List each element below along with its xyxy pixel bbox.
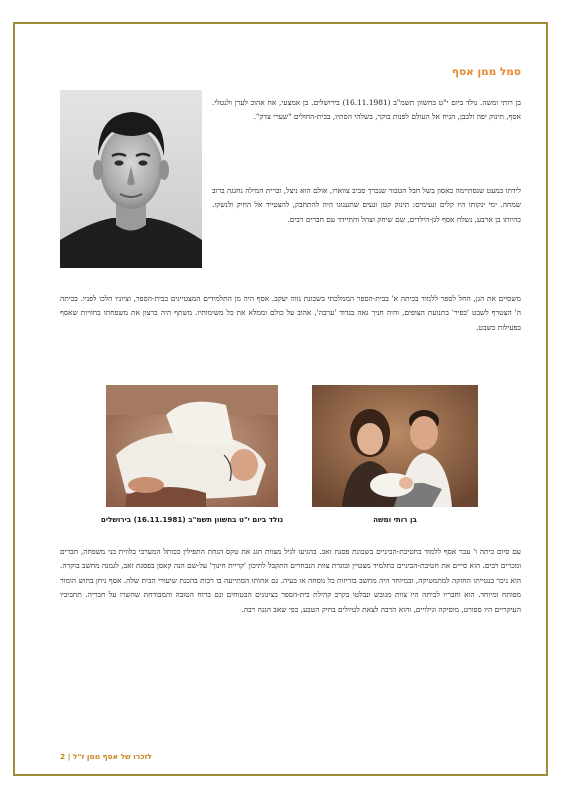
page-footer: לזכרו של אסף ממן ז"ל | 2 bbox=[60, 752, 152, 761]
page-title: סמל ממן אסף bbox=[451, 66, 521, 78]
paragraph-youth: עם סיום כיתה ו' עבר אסף ללמוד בחטיבת-הביניים בשכונת פסגת זאב. בהגיעו לגיל מצוות חגג את טקס הנחת התפילין בכותל המערבי בלווית בני משפחה, חברים ומכרים רבים. הוא סייים את חטיבת-הביניים כתלמיד מצטיין ובוגרת צוות הנבחרים התקבל לתיכון 'קריית חינוך' על-שם הנה קאסן בפסגת זאב, לגמנה מחשב בוקרה. הוא ניכר בנטייתו החזקה למתמטיקה, ובמיוחד היה מחשב בזריזות כל נוסחה או בעיה. גם אחותו הסתייעה בו רבות בהכנת שיעורי הבית שלה. אסף ניחן בחוש הומור מפותח ומיוחד. הוא וחבריו לכיתה היו צוות מגובש ונבלטו בקרב קהילת בית-הספר בצינונים הבטוחים ונם ברוח הטובה והמבודחת שהשרו על חבריה. תחביביו העיקריים היו ספורט, מוסיקה וגילויים, והוא הרבה לצאת לטיולים בחיק הטבע, כפי שאב הגנה רבה. bbox=[60, 547, 521, 614]
baby-photo bbox=[106, 385, 278, 507]
caption-baby-photo: נולד ביום י"ט בחשוון תשמ"ב (16.11.1981) בירושלים bbox=[100, 515, 284, 524]
paragraph-school: משסיים את הגן, החל לספר ללמוד בכיתה א' בבית-הספר הממלכתי בשכונת נווה יעקב. אסף היה מן התלמידים המצטיינים בבית-הספר, וציוניו הלכו לפניו. בכיתה ה' הצטרף לשבט 'כפיר' בתנועת הצופים, והיה חניך גאה בגדוד 'ערבה', אהוב על כולם וממלא את כל משימותיו. משתף היה ברצון את משפחתו בחוויות שאסף בפעילות בשבט. bbox=[60, 294, 521, 332]
paragraph-birth: בן רותי ומשה. נולד ביום י"ט בחשוון תשמ"ב (16.11.1981) בירושלים. בן אמצעי, אח אהוב לערן ולנטלי. אסף, תינוק יפה ולבבן, הגיח אל העולם לפנות בוקר, בשלהי הסתיו, בבית-החולים "שערי צדק". bbox=[212, 98, 521, 122]
caption-parents-photo: בן רותי ומשה bbox=[373, 515, 417, 524]
portrait-photo bbox=[60, 90, 202, 268]
paragraph-infancy: לידתו כמעט שנסתיימה באסון בשל חבל הטבור שנכרך סביב צווארו, אולם הוא ניצל, וברית המילה נחגגה ברוב שמחה. ימי ינקותו היו קלים ונעימים: תינוק קטן ונעים שתענוגו היה להתחבק, להצטייד אל החיק ולנשקו. בהיותו בן ארבע, נשלח אסף לגן-הילדים, שם שיחק וצהל והתיידד עם חברים רבים. bbox=[212, 186, 521, 224]
parents-photo bbox=[312, 385, 478, 507]
